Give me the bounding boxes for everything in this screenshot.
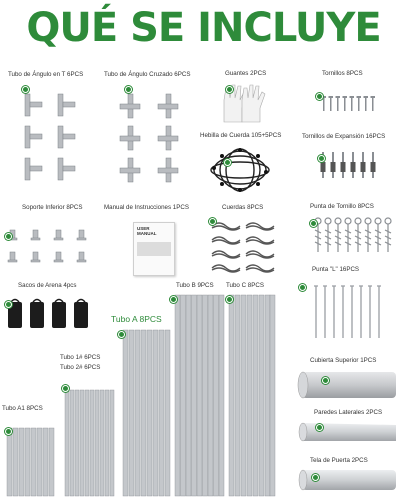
sandbags-illustration <box>6 298 96 330</box>
tube-c-bundle <box>228 293 276 496</box>
label-tube-2: Tubo 2# 6PCS <box>60 364 101 371</box>
label-rope-buckle: Hebilla de Cuerda 105+5PCS <box>200 132 282 139</box>
side-walls-marker-icon <box>316 424 323 431</box>
label-cross-joint: Tubo de Ángulo Cruzado 6PCS <box>104 71 191 78</box>
rope-buckle-icon <box>208 146 273 194</box>
cross-joint-marker-icon <box>125 86 132 93</box>
tube-b-marker-icon <box>170 296 177 303</box>
label-side-walls: Paredes Laterales 2PCS <box>314 409 383 416</box>
cross-joint-illustration <box>118 92 188 187</box>
tube-b-bundle <box>174 293 226 496</box>
tube-c-marker-icon <box>226 296 233 303</box>
manual-title-line2: MANUAL <box>137 231 157 236</box>
rope-buckle-marker-icon <box>224 159 231 166</box>
ropes-marker-icon <box>209 218 216 225</box>
label-screws: Tornillos 8PCS <box>322 70 363 77</box>
tube-a-marker-icon <box>118 331 125 338</box>
label-door-fabric: Tela de Puerta 2PCS <box>310 457 368 464</box>
label-top-cover: Cubierta Superior 1PCS <box>310 357 377 364</box>
label-ropes: Cuerdas 8PCS <box>222 204 264 211</box>
label-bottom-support: Soporte Inferior 8PCS <box>22 204 83 211</box>
l-tip-illustration <box>310 282 385 342</box>
tube-a1-bundle <box>6 426 60 496</box>
door-fabric-roll <box>296 468 400 492</box>
screw-tip-marker-icon <box>310 220 317 227</box>
top-cover-roll <box>296 370 400 400</box>
bottom-support-marker-icon <box>5 233 12 240</box>
label-expansion-screws: Tornillos de Expansión 16PCS <box>302 133 386 140</box>
label-tube-c: Tubo C 8PCS <box>226 282 264 289</box>
page-title: QUÉ SE INCLUYE <box>26 5 381 51</box>
top-cover-marker-icon <box>322 377 329 384</box>
tube-a1-marker-icon <box>5 428 12 435</box>
t-joint-illustration <box>20 92 80 187</box>
manual-booklet <box>133 222 175 276</box>
door-fabric-marker-icon <box>312 474 319 481</box>
l-tip-marker-icon <box>299 284 306 291</box>
tube-a-bundle <box>122 328 172 496</box>
sandbags-marker-icon <box>5 301 12 308</box>
expansion-screws-marker-icon <box>318 155 325 162</box>
screws-marker-icon <box>316 93 323 100</box>
label-manual: Manual de Instrucciones 1PCS <box>104 204 189 211</box>
label-tube-1: Tubo 1# 6PCS <box>60 354 101 361</box>
label-gloves: Guantes 2PCS <box>225 70 267 77</box>
expansion-screws-illustration <box>318 150 380 190</box>
label-l-tip: Punta "L" 16PCS <box>312 266 360 273</box>
screw-tip-illustration <box>312 216 392 256</box>
tube-1-marker-icon <box>62 385 69 392</box>
label-tube-a: Tubo A 8PCS <box>111 314 162 324</box>
side-walls-roll <box>296 421 400 443</box>
gloves-marker-icon <box>226 86 233 93</box>
label-tube-b: Tubo B 9PCS <box>176 282 214 289</box>
bottom-support-illustration <box>6 226 96 266</box>
label-t-joint: Tubo de Ángulo en T 6PCS <box>8 71 84 78</box>
label-sandbags: Sacos de Arena 4pcs <box>18 282 77 289</box>
manual-title-line1: USER <box>137 226 150 231</box>
tube-1-2-bundle <box>64 376 120 496</box>
label-tube-a1: Tubo A1 8PCS <box>2 405 43 412</box>
label-screw-tip: Punta de Tornillo 8PCS <box>310 203 374 210</box>
screws-illustration <box>320 95 380 115</box>
ropes-illustration <box>208 220 278 278</box>
t-joint-marker-icon <box>22 86 29 93</box>
